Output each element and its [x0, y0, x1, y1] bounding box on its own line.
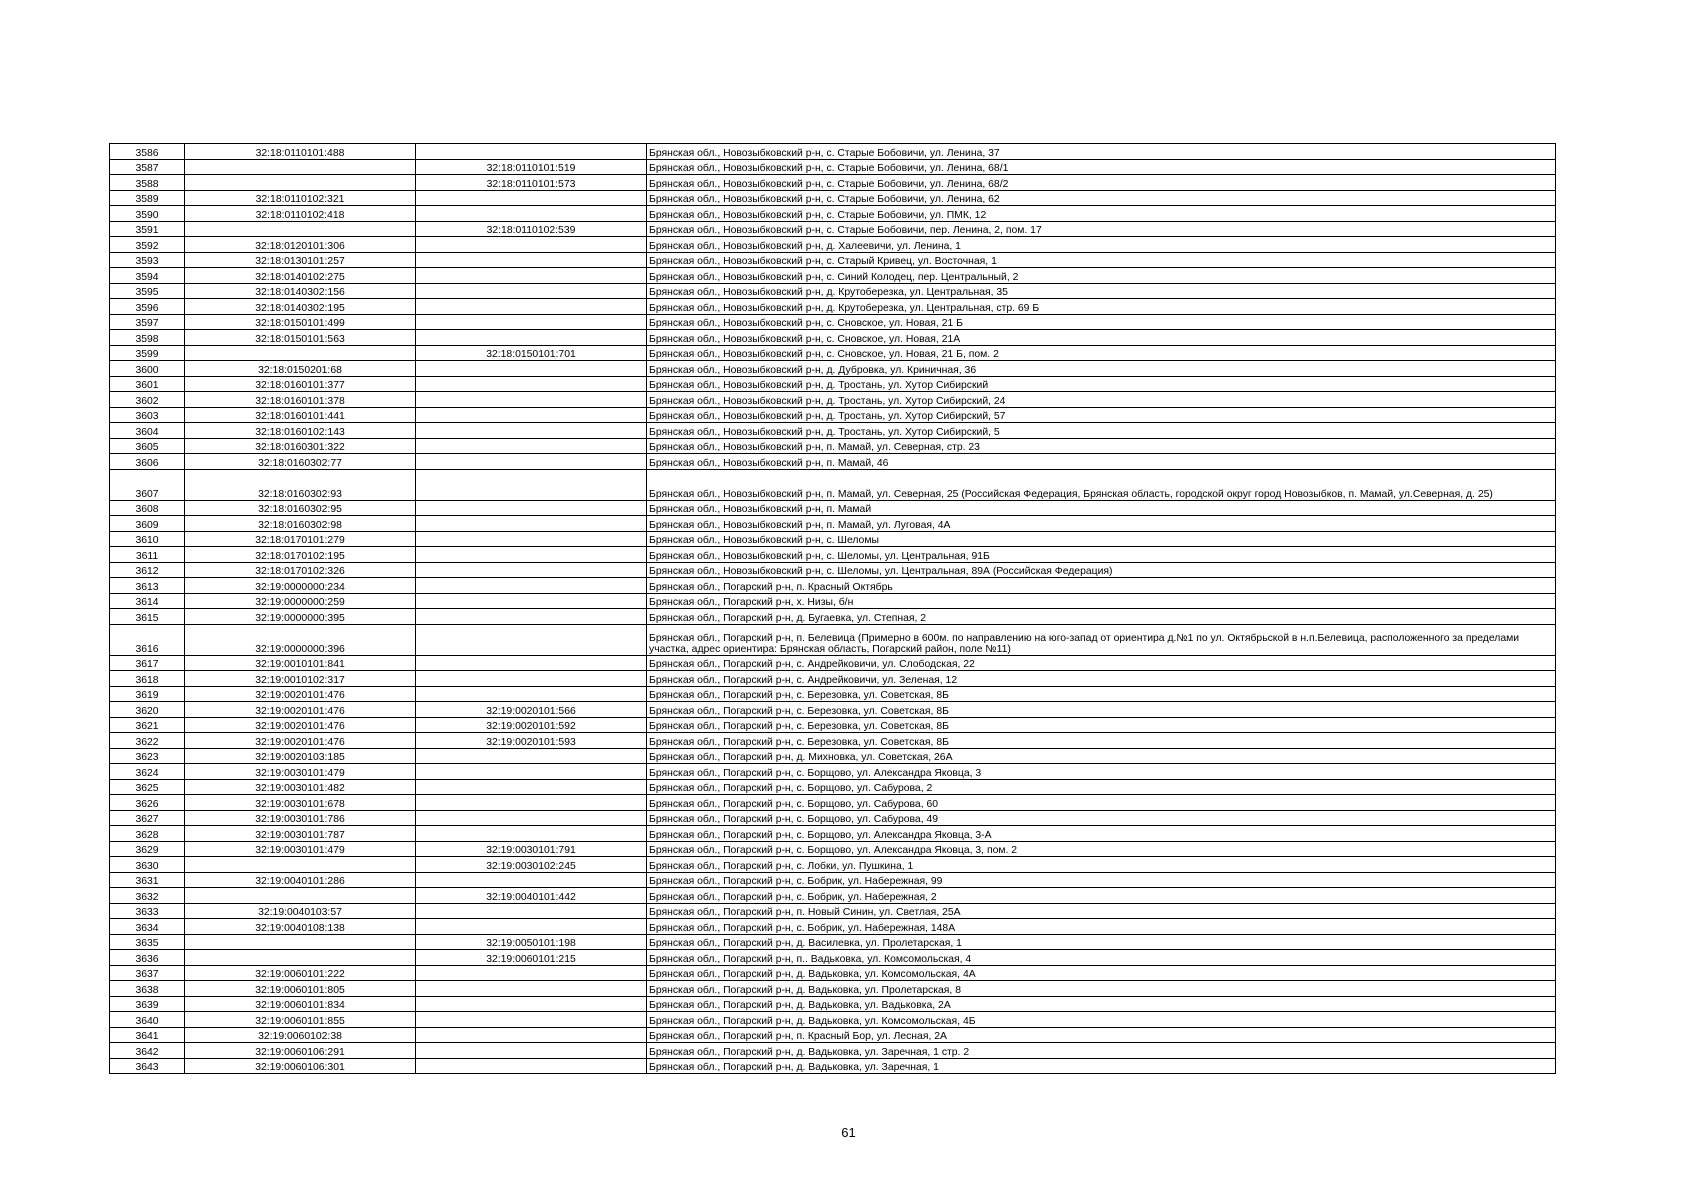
cadastral-number-cell: 32:18:0140302:195 — [185, 299, 416, 315]
cadastral-number-cell: 32:19:0020101:476 — [185, 686, 416, 702]
related-cadastral-number-cell — [416, 764, 647, 780]
related-cadastral-number-cell — [416, 1027, 647, 1043]
cadastral-number-cell — [185, 159, 416, 175]
address-cell: Брянская обл., Погарский р-н, д. Василевка, ул. Пролетарская, 1 — [647, 934, 1556, 950]
table-row — [110, 578, 1556, 594]
address-cell: Брянская обл., Погарский р-н, п. Красный Бор, ул. Лесная, 2А — [647, 1027, 1556, 1043]
address-cell: Брянская обл., Погарский р-н, д. Михновка, ул. Советская, 26А — [647, 748, 1556, 764]
table-row — [110, 469, 1556, 500]
related-cadastral-number-cell — [416, 314, 647, 330]
related-cadastral-number-cell — [416, 206, 647, 222]
registry-table-body — [110, 144, 1556, 1074]
related-cadastral-number-cell — [416, 655, 647, 671]
related-cadastral-number-cell: 32:19:0030102:245 — [416, 857, 647, 873]
row-number-cell: 3640 — [110, 1012, 185, 1028]
table-row — [110, 1027, 1556, 1043]
address-cell: Брянская обл., Новозыбковский р-н, п. Мамай, ул. Луговая, 4А — [647, 516, 1556, 532]
address-cell: Брянская обл., Погарский р-н, с. Борщово, ул. Александра Яковца, 3 — [647, 764, 1556, 780]
related-cadastral-number-cell — [416, 671, 647, 687]
related-cadastral-number-cell — [416, 872, 647, 888]
row-number-cell: 3607 — [110, 469, 185, 500]
table-row — [110, 376, 1556, 392]
cadastral-number-cell: 32:19:0020103:185 — [185, 748, 416, 764]
address-cell: Брянская обл., Новозыбковский р-н, с. Шеломы, ул. Центральная, 89А (Российская Федерация) — [647, 562, 1556, 578]
row-number-cell: 3603 — [110, 407, 185, 423]
table-row — [110, 423, 1556, 439]
related-cadastral-number-cell — [416, 237, 647, 253]
table-row — [110, 392, 1556, 408]
table-row — [110, 996, 1556, 1012]
related-cadastral-number-cell: 32:18:0110101:519 — [416, 159, 647, 175]
row-number-cell: 3641 — [110, 1027, 185, 1043]
page-number: 61 — [841, 1125, 856, 1140]
related-cadastral-number-cell — [416, 531, 647, 547]
row-number-cell: 3597 — [110, 314, 185, 330]
table-row — [110, 500, 1556, 516]
cadastral-number-cell: 32:18:0110101:488 — [185, 144, 416, 160]
address-cell: Брянская обл., Погарский р-н, д. Вадьковка, ул. Заречная, 1 — [647, 1058, 1556, 1074]
cadastral-number-cell — [185, 857, 416, 873]
table-row — [110, 330, 1556, 346]
cadastral-number-cell — [185, 934, 416, 950]
related-cadastral-number-cell: 32:19:0030101:791 — [416, 841, 647, 857]
related-cadastral-number-cell: 32:19:0020101:593 — [416, 733, 647, 749]
related-cadastral-number-cell — [416, 268, 647, 284]
row-number-cell: 3643 — [110, 1058, 185, 1074]
cadastral-number-cell: 32:18:0140302:156 — [185, 283, 416, 299]
row-number-cell: 3588 — [110, 175, 185, 191]
address-cell: Брянская обл., Погарский р-н, с. Бобрик, ул. Набережная, 148А — [647, 919, 1556, 935]
table-row — [110, 1012, 1556, 1028]
cadastral-number-cell — [185, 950, 416, 966]
row-number-cell: 3615 — [110, 609, 185, 625]
related-cadastral-number-cell — [416, 593, 647, 609]
cadastral-number-cell: 32:19:0060101:855 — [185, 1012, 416, 1028]
address-cell: Брянская обл., Погарский р-н, п. Белевица (Примерно в 600м. по направлению на юго-запад от ориентира д.№1 по ул. Октябрьской в н.п.Белевица, расположенного за пределами участка, адрес ориентира: Брянская область, Погарский район, поле №11) — [647, 624, 1556, 655]
related-cadastral-number-cell: 32:19:0020101:566 — [416, 702, 647, 718]
related-cadastral-number-cell — [416, 1043, 647, 1059]
row-number-cell: 3587 — [110, 159, 185, 175]
row-number-cell: 3598 — [110, 330, 185, 346]
cadastral-number-cell: 32:19:0030101:482 — [185, 779, 416, 795]
row-number-cell: 3591 — [110, 221, 185, 237]
address-cell: Брянская обл., Новозыбковский р-н, д. Тростань, ул. Хутор Сибирский — [647, 376, 1556, 392]
table-row — [110, 779, 1556, 795]
address-cell: Брянская обл., Новозыбковский р-н, д. Тростань, ул. Хутор Сибирский, 5 — [647, 423, 1556, 439]
table-row — [110, 624, 1556, 655]
related-cadastral-number-cell — [416, 500, 647, 516]
cadastral-number-cell: 32:19:0020101:476 — [185, 717, 416, 733]
address-cell: Брянская обл., Новозыбковский р-н, с. Синий Колодец, пер. Центральный, 2 — [647, 268, 1556, 284]
address-cell: Брянская обл., Новозыбковский р-н, п. Мамай, 46 — [647, 454, 1556, 470]
table-row — [110, 888, 1556, 904]
related-cadastral-number-cell — [416, 469, 647, 500]
table-row — [110, 764, 1556, 780]
address-cell: Брянская обл., Новозыбковский р-н, с. Старые Бобовичи, пер. Ленина, 2, пом. 17 — [647, 221, 1556, 237]
cadastral-number-cell: 32:18:0140102:275 — [185, 268, 416, 284]
cadastral-number-cell: 32:19:0000000:234 — [185, 578, 416, 594]
row-number-cell: 3614 — [110, 593, 185, 609]
related-cadastral-number-cell — [416, 423, 647, 439]
row-number-cell: 3586 — [110, 144, 185, 160]
table-row — [110, 175, 1556, 191]
table-row — [110, 454, 1556, 470]
address-cell: Брянская обл., Погарский р-н, с. Березовка, ул. Советская, 8Б — [647, 686, 1556, 702]
address-cell: Брянская обл., Новозыбковский р-н, с. Шеломы — [647, 531, 1556, 547]
row-number-cell: 3622 — [110, 733, 185, 749]
address-cell: Брянская обл., Новозыбковский р-н, п. Мамай, ул. Северная, 25 (Российская Федерация, Брянская область, городской округ город Новозыбков, п. Мамай, ул.Северная, д. 25) — [647, 469, 1556, 500]
address-cell: Брянская обл., Погарский р-н, д. Вадьковка, ул. Заречная, 1 стр. 2 — [647, 1043, 1556, 1059]
address-cell: Брянская обл., Новозыбковский р-н, д. Крутоберезка, ул. Центральная, 35 — [647, 283, 1556, 299]
address-cell: Брянская обл., Погарский р-н, с. Березовка, ул. Советская, 8Б — [647, 717, 1556, 733]
row-number-cell: 3610 — [110, 531, 185, 547]
table-row — [110, 516, 1556, 532]
address-cell: Брянская обл., Погарский р-н, с. Андрейковичи, ул. Зеленая, 12 — [647, 671, 1556, 687]
address-cell: Брянская обл., Погарский р-н, с. Борщово, ул. Александра Яковца, 3, пом. 2 — [647, 841, 1556, 857]
related-cadastral-number-cell — [416, 996, 647, 1012]
table-row — [110, 655, 1556, 671]
table-row — [110, 1043, 1556, 1059]
related-cadastral-number-cell — [416, 609, 647, 625]
address-cell: Брянская обл., Погарский р-н, с. Лобки, ул. Пушкина, 1 — [647, 857, 1556, 873]
row-number-cell: 3632 — [110, 888, 185, 904]
address-cell: Брянская обл., Погарский р-н, с. Бобрик, ул. Набережная, 2 — [647, 888, 1556, 904]
table-row — [110, 671, 1556, 687]
related-cadastral-number-cell — [416, 686, 647, 702]
cadastral-number-cell: 32:19:0060101:805 — [185, 981, 416, 997]
table-row — [110, 950, 1556, 966]
table-row — [110, 438, 1556, 454]
related-cadastral-number-cell — [416, 810, 647, 826]
table-row — [110, 1058, 1556, 1074]
related-cadastral-number-cell — [416, 826, 647, 842]
cadastral-number-cell: 32:19:0040103:57 — [185, 903, 416, 919]
cadastral-number-cell: 32:18:0150101:563 — [185, 330, 416, 346]
related-cadastral-number-cell — [416, 903, 647, 919]
row-number-cell: 3605 — [110, 438, 185, 454]
row-number-cell: 3611 — [110, 547, 185, 563]
address-cell: Брянская обл., Новозыбковский р-н, д. Халеевичи, ул. Ленина, 1 — [647, 237, 1556, 253]
address-cell: Брянская обл., Погарский р-н, п.. Вадьковка, ул. Комсомольская, 4 — [647, 950, 1556, 966]
table-row — [110, 981, 1556, 997]
table-row — [110, 237, 1556, 253]
row-number-cell: 3635 — [110, 934, 185, 950]
cadastral-number-cell: 32:18:0160301:322 — [185, 438, 416, 454]
related-cadastral-number-cell — [416, 919, 647, 935]
related-cadastral-number-cell — [416, 144, 647, 160]
cadastral-number-cell: 32:19:0040101:286 — [185, 872, 416, 888]
row-number-cell: 3589 — [110, 190, 185, 206]
cadastral-number-cell: 32:19:0020101:476 — [185, 733, 416, 749]
table-row — [110, 283, 1556, 299]
row-number-cell: 3620 — [110, 702, 185, 718]
related-cadastral-number-cell — [416, 252, 647, 268]
table-row — [110, 934, 1556, 950]
address-cell: Брянская обл., Погарский р-н, д. Бугаевка, ул. Степная, 2 — [647, 609, 1556, 625]
table-row — [110, 919, 1556, 935]
address-cell: Брянская обл., Погарский р-н, п. Новый Синин, ул. Светлая, 25А — [647, 903, 1556, 919]
address-cell: Брянская обл., Новозыбковский р-н, с. Старые Бобовичи, ул. Ленина, 68/1 — [647, 159, 1556, 175]
address-cell: Брянская обл., Новозыбковский р-н, с. Старый Кривец, ул. Восточная, 1 — [647, 252, 1556, 268]
related-cadastral-number-cell — [416, 361, 647, 377]
cadastral-number-cell: 32:19:0000000:396 — [185, 624, 416, 655]
table-row — [110, 361, 1556, 377]
table-row — [110, 965, 1556, 981]
cadastral-number-cell: 32:19:0030101:479 — [185, 841, 416, 857]
cadastral-number-cell: 32:18:0160302:98 — [185, 516, 416, 532]
table-row — [110, 903, 1556, 919]
related-cadastral-number-cell — [416, 190, 647, 206]
row-number-cell: 3626 — [110, 795, 185, 811]
table-row — [110, 748, 1556, 764]
related-cadastral-number-cell — [416, 407, 647, 423]
cadastral-number-cell — [185, 175, 416, 191]
cadastral-number-cell: 32:18:0170101:279 — [185, 531, 416, 547]
row-number-cell: 3616 — [110, 624, 185, 655]
related-cadastral-number-cell — [416, 438, 647, 454]
related-cadastral-number-cell — [416, 1012, 647, 1028]
cadastral-number-cell: 32:19:0010102:317 — [185, 671, 416, 687]
address-cell: Брянская обл., Новозыбковский р-н, с. Старые Бобовичи, ул. Ленина, 68/2 — [647, 175, 1556, 191]
row-number-cell: 3633 — [110, 903, 185, 919]
table-row — [110, 702, 1556, 718]
address-cell: Брянская обл., Новозыбковский р-н, с. Сновское, ул. Новая, 21 Б — [647, 314, 1556, 330]
address-cell: Брянская обл., Погарский р-н, п. Красный Октябрь — [647, 578, 1556, 594]
cadastral-number-cell: 32:19:0030101:479 — [185, 764, 416, 780]
cadastral-number-cell: 32:18:0130101:257 — [185, 252, 416, 268]
cadastral-number-cell: 32:19:0000000:259 — [185, 593, 416, 609]
row-number-cell: 3602 — [110, 392, 185, 408]
address-cell: Брянская обл., Погарский р-н, д. Вадьковка, ул. Вадьковка, 2А — [647, 996, 1556, 1012]
cadastral-number-cell: 32:18:0170102:195 — [185, 547, 416, 563]
table-row — [110, 562, 1556, 578]
table-row — [110, 221, 1556, 237]
cadastral-number-cell: 32:19:0030101:787 — [185, 826, 416, 842]
address-cell: Брянская обл., Погарский р-н, с. Борщово, ул. Сабурова, 49 — [647, 810, 1556, 826]
cadastral-number-cell: 32:18:0160101:441 — [185, 407, 416, 423]
cadastral-number-cell: 32:18:0160302:95 — [185, 500, 416, 516]
cadastral-number-cell: 32:19:0030101:786 — [185, 810, 416, 826]
table-row — [110, 268, 1556, 284]
row-number-cell: 3630 — [110, 857, 185, 873]
row-number-cell: 3624 — [110, 764, 185, 780]
related-cadastral-number-cell: 32:19:0020101:592 — [416, 717, 647, 733]
related-cadastral-number-cell — [416, 578, 647, 594]
address-cell: Брянская обл., Погарский р-н, д. Вадьковка, ул. Комсомольская, 4Б — [647, 1012, 1556, 1028]
related-cadastral-number-cell: 32:18:0110101:573 — [416, 175, 647, 191]
related-cadastral-number-cell — [416, 748, 647, 764]
cadastral-number-cell: 32:19:0000000:395 — [185, 609, 416, 625]
cadastral-number-cell: 32:19:0060101:222 — [185, 965, 416, 981]
row-number-cell: 3592 — [110, 237, 185, 253]
row-number-cell: 3601 — [110, 376, 185, 392]
cadastral-number-cell: 32:18:0170102:326 — [185, 562, 416, 578]
related-cadastral-number-cell — [416, 376, 647, 392]
address-cell: Брянская обл., Новозыбковский р-н, д. Крутоберезка, ул. Центральная, стр. 69 Б — [647, 299, 1556, 315]
cadastral-number-cell: 32:19:0030101:678 — [185, 795, 416, 811]
address-cell: Брянская обл., Погарский р-н, с. Борщово, ул. Сабурова, 2 — [647, 779, 1556, 795]
row-number-cell: 3642 — [110, 1043, 185, 1059]
address-cell: Брянская обл., Новозыбковский р-н, д. Тростань, ул. Хутор Сибирский, 24 — [647, 392, 1556, 408]
address-cell: Брянская обл., Новозыбковский р-н, с. Старые Бобовичи, ул. Ленина, 62 — [647, 190, 1556, 206]
row-number-cell: 3619 — [110, 686, 185, 702]
row-number-cell: 3638 — [110, 981, 185, 997]
row-number-cell: 3593 — [110, 252, 185, 268]
table-row — [110, 314, 1556, 330]
cadastral-number-cell: 32:18:0110102:418 — [185, 206, 416, 222]
cadastral-number-cell — [185, 221, 416, 237]
table-row — [110, 593, 1556, 609]
related-cadastral-number-cell — [416, 624, 647, 655]
table-row — [110, 810, 1556, 826]
related-cadastral-number-cell: 32:19:0050101:198 — [416, 934, 647, 950]
cadastral-number-cell: 32:18:0160101:378 — [185, 392, 416, 408]
address-cell: Брянская обл., Новозыбковский р-н, с. Старые Бобовичи, ул. ПМК, 12 — [647, 206, 1556, 222]
address-cell: Брянская обл., Новозыбковский р-н, с. Сновское, ул. Новая, 21А — [647, 330, 1556, 346]
related-cadastral-number-cell — [416, 1058, 647, 1074]
cadastral-number-cell: 32:19:0060101:834 — [185, 996, 416, 1012]
row-number-cell: 3621 — [110, 717, 185, 733]
related-cadastral-number-cell — [416, 392, 647, 408]
address-cell: Брянская обл., Новозыбковский р-н, п. Мамай, ул. Северная, стр. 23 — [647, 438, 1556, 454]
row-number-cell: 3629 — [110, 841, 185, 857]
address-cell: Брянская обл., Погарский р-н, с. Андрейковичи, ул. Слободская, 22 — [647, 655, 1556, 671]
row-number-cell: 3628 — [110, 826, 185, 842]
table-row — [110, 407, 1556, 423]
row-number-cell: 3637 — [110, 965, 185, 981]
table-row — [110, 841, 1556, 857]
table-row — [110, 686, 1556, 702]
table-row — [110, 190, 1556, 206]
table-row — [110, 144, 1556, 160]
cadastral-number-cell: 32:18:0150201:68 — [185, 361, 416, 377]
table-row — [110, 206, 1556, 222]
related-cadastral-number-cell — [416, 299, 647, 315]
related-cadastral-number-cell — [416, 283, 647, 299]
address-cell: Брянская обл., Погарский р-н, д. Вадьковка, ул. Пролетарская, 8 — [647, 981, 1556, 997]
cadastral-number-cell: 32:18:0160101:377 — [185, 376, 416, 392]
row-number-cell: 3609 — [110, 516, 185, 532]
row-number-cell: 3594 — [110, 268, 185, 284]
row-number-cell: 3631 — [110, 872, 185, 888]
row-number-cell: 3623 — [110, 748, 185, 764]
row-number-cell: 3590 — [110, 206, 185, 222]
row-number-cell: 3636 — [110, 950, 185, 966]
row-number-cell: 3600 — [110, 361, 185, 377]
table-row — [110, 733, 1556, 749]
table-row — [110, 345, 1556, 361]
row-number-cell: 3604 — [110, 423, 185, 439]
row-number-cell: 3613 — [110, 578, 185, 594]
table-row — [110, 547, 1556, 563]
address-cell: Брянская обл., Погарский р-н, д. Вадьковка, ул. Комсомольская, 4А — [647, 965, 1556, 981]
address-cell: Брянская обл., Новозыбковский р-н, с. Шеломы, ул. Центральная, 91Б — [647, 547, 1556, 563]
cadastral-number-cell: 32:19:0020101:476 — [185, 702, 416, 718]
related-cadastral-number-cell: 32:18:0150101:701 — [416, 345, 647, 361]
cadastral-number-cell: 32:18:0110102:321 — [185, 190, 416, 206]
related-cadastral-number-cell — [416, 981, 647, 997]
address-cell: Брянская обл., Погарский р-н, с. Березовка, ул. Советская, 8Б — [647, 733, 1556, 749]
related-cadastral-number-cell — [416, 562, 647, 578]
table-row — [110, 872, 1556, 888]
cadastral-number-cell: 32:18:0160302:93 — [185, 469, 416, 500]
table-row — [110, 299, 1556, 315]
cadastral-number-cell: 32:18:0160102:143 — [185, 423, 416, 439]
address-cell: Брянская обл., Новозыбковский р-н, с. Старые Бобовичи, ул. Ленина, 37 — [647, 144, 1556, 160]
table-row — [110, 857, 1556, 873]
address-cell: Брянская обл., Погарский р-н, х. Низы, б/н — [647, 593, 1556, 609]
cadastral-number-cell: 32:19:0010101:841 — [185, 655, 416, 671]
row-number-cell: 3618 — [110, 671, 185, 687]
related-cadastral-number-cell — [416, 454, 647, 470]
row-number-cell: 3595 — [110, 283, 185, 299]
related-cadastral-number-cell: 32:19:0060101:215 — [416, 950, 647, 966]
row-number-cell: 3599 — [110, 345, 185, 361]
row-number-cell: 3596 — [110, 299, 185, 315]
cadastral-number-cell — [185, 888, 416, 904]
row-number-cell: 3639 — [110, 996, 185, 1012]
table-row — [110, 252, 1556, 268]
row-number-cell: 3608 — [110, 500, 185, 516]
row-number-cell: 3612 — [110, 562, 185, 578]
related-cadastral-number-cell: 32:18:0110102:539 — [416, 221, 647, 237]
table-row — [110, 717, 1556, 733]
address-cell: Брянская обл., Новозыбковский р-н, д. Тростань, ул. Хутор Сибирский, 57 — [647, 407, 1556, 423]
related-cadastral-number-cell: 32:19:0040101:442 — [416, 888, 647, 904]
address-cell: Брянская обл., Новозыбковский р-н, п. Мамай — [647, 500, 1556, 516]
row-number-cell: 3625 — [110, 779, 185, 795]
table-row — [110, 531, 1556, 547]
related-cadastral-number-cell — [416, 516, 647, 532]
cadastral-number-cell: 32:18:0120101:306 — [185, 237, 416, 253]
related-cadastral-number-cell — [416, 330, 647, 346]
address-cell: Брянская обл., Новозыбковский р-н, с. Сновское, ул. Новая, 21 Б, пом. 2 — [647, 345, 1556, 361]
table-row — [110, 159, 1556, 175]
related-cadastral-number-cell — [416, 965, 647, 981]
registry-table — [109, 143, 1556, 1074]
row-number-cell: 3634 — [110, 919, 185, 935]
row-number-cell: 3627 — [110, 810, 185, 826]
cadastral-number-cell: 32:18:0160302:77 — [185, 454, 416, 470]
table-row — [110, 826, 1556, 842]
row-number-cell: 3606 — [110, 454, 185, 470]
table-row — [110, 795, 1556, 811]
cadastral-number-cell: 32:19:0060106:301 — [185, 1058, 416, 1074]
related-cadastral-number-cell — [416, 795, 647, 811]
cadastral-number-cell: 32:19:0040108:138 — [185, 919, 416, 935]
row-number-cell: 3617 — [110, 655, 185, 671]
related-cadastral-number-cell — [416, 779, 647, 795]
table-row — [110, 609, 1556, 625]
address-cell: Брянская обл., Погарский р-н, с. Бобрик, ул. Набережная, 99 — [647, 872, 1556, 888]
cadastral-number-cell — [185, 345, 416, 361]
address-cell: Брянская обл., Погарский р-н, с. Борщово, ул. Александра Яковца, 3-А — [647, 826, 1556, 842]
related-cadastral-number-cell — [416, 547, 647, 563]
cadastral-number-cell: 32:19:0060102:38 — [185, 1027, 416, 1043]
cadastral-number-cell: 32:18:0150101:499 — [185, 314, 416, 330]
address-cell: Брянская обл., Погарский р-н, с. Березовка, ул. Советская, 8Б — [647, 702, 1556, 718]
address-cell: Брянская обл., Новозыбковский р-н, д. Дубровка, ул. Криничная, 36 — [647, 361, 1556, 377]
cadastral-number-cell: 32:19:0060106:291 — [185, 1043, 416, 1059]
address-cell: Брянская обл., Погарский р-н, с. Борщово, ул. Сабурова, 60 — [647, 795, 1556, 811]
